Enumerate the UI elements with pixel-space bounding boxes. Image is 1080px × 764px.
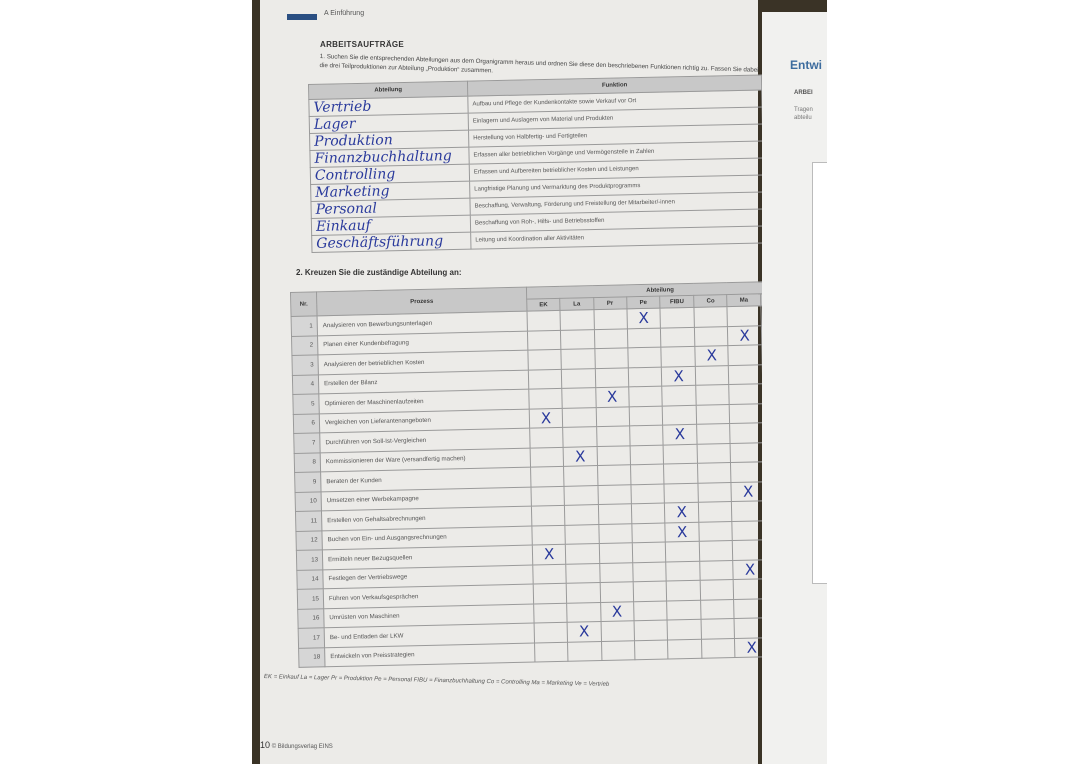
function-table xyxy=(308,74,765,252)
dept-mark-cell xyxy=(666,561,700,581)
dept-header: Co xyxy=(694,295,728,308)
handwritten-x-mark: X xyxy=(627,308,661,328)
dept-mark-cell xyxy=(729,384,763,404)
handwritten-x-mark: X xyxy=(663,424,697,444)
dept-mark-cell xyxy=(564,485,598,505)
dept-mark-cell xyxy=(664,483,698,503)
dept-mark-cell xyxy=(695,326,729,346)
dept-mark-cell xyxy=(531,486,565,506)
row-number: 6 xyxy=(293,413,319,433)
row-number: 13 xyxy=(296,550,322,570)
handwritten-x-mark: X xyxy=(567,622,601,642)
dept-mark-cell xyxy=(594,309,628,329)
dept-mark-cell xyxy=(633,562,667,582)
abteilung-cell: Lager xyxy=(309,113,468,133)
process-cell: Planen einer Kundenbefragung xyxy=(317,331,527,355)
dept-mark-cell xyxy=(534,603,568,623)
dept-header: Ma xyxy=(727,294,761,307)
dept-mark-cell xyxy=(694,307,728,327)
dept-mark-cell xyxy=(700,580,734,600)
dept-mark-cell xyxy=(632,523,666,543)
dept-mark-cell xyxy=(629,425,663,445)
handwritten-x-mark: X xyxy=(728,325,762,345)
dept-mark-cell xyxy=(697,424,731,444)
handwritten-x-mark: X xyxy=(661,366,695,386)
dept-mark-cell xyxy=(567,602,601,622)
dept-mark-cell xyxy=(534,622,568,642)
dept-mark-cell xyxy=(562,407,596,427)
abteilung-cell: Einkauf xyxy=(311,215,470,235)
dept-header: Pe xyxy=(627,296,661,309)
section-marker xyxy=(287,14,317,20)
dept-mark-cell xyxy=(667,600,701,620)
row-number: 1 xyxy=(291,316,317,336)
dept-mark-cell xyxy=(563,427,597,447)
dept-mark-cell xyxy=(595,367,629,387)
row-number: 16 xyxy=(298,608,324,628)
dept-mark-cell xyxy=(600,582,634,602)
prozess-header: Prozess xyxy=(317,287,527,316)
process-cell: Durchführen von Soll-Ist-Vergleichen xyxy=(320,428,530,452)
dept-mark-cell xyxy=(531,505,565,525)
dept-mark-cell xyxy=(702,638,736,658)
dept-mark-cell xyxy=(565,505,599,525)
handwritten-x-mark: X xyxy=(731,481,765,501)
process-cell: Optimieren der Maschinenlaufzeiten xyxy=(319,389,529,413)
abteilung-cell: Vertrieb xyxy=(309,96,468,116)
dept-mark-cell xyxy=(565,524,599,544)
row-number: 3 xyxy=(292,355,318,375)
handwritten-x-mark: X xyxy=(735,637,769,657)
abteilung-cell: Marketing xyxy=(311,181,470,201)
dept-mark-cell xyxy=(594,348,628,368)
dept-mark-cell xyxy=(700,560,734,580)
dept-mark-cell xyxy=(564,466,598,486)
dept-mark-cell xyxy=(598,484,632,504)
dept-mark-cell xyxy=(634,620,668,640)
dept-mark-cell xyxy=(631,503,665,523)
funktion-cell: Leitung und Koordination aller Aktivitäten xyxy=(471,226,765,249)
publisher: © Bildungsverlag EINS xyxy=(271,744,333,750)
dept-mark-cell xyxy=(631,484,665,504)
process-cell: Umrüsten von Maschinen xyxy=(324,604,534,628)
dept-mark-cell xyxy=(665,541,699,561)
task2-heading: 2. Kreuzen Sie die zuständige Abteilung an: xyxy=(296,268,462,277)
assignments-heading: ARBEITSAUFTRÄGE xyxy=(320,40,405,49)
dept-mark-cell xyxy=(627,328,661,348)
dept-mark-cell xyxy=(527,330,561,350)
row-number: 14 xyxy=(297,569,323,589)
funktion-cell: Langfristige Planung und Vermarktung des Produktprogramms xyxy=(470,175,764,198)
handwritten-x-mark: X xyxy=(532,544,566,564)
row-number: 2 xyxy=(291,335,317,355)
dept-mark-cell xyxy=(599,562,633,582)
dept-mark-cell xyxy=(633,601,667,621)
process-cell: Beraten der Kunden xyxy=(321,467,531,491)
dept-mark-cell xyxy=(699,502,733,522)
dept-mark-cell xyxy=(701,599,735,619)
row-number: 4 xyxy=(292,374,318,394)
handwritten-x-mark: X xyxy=(665,502,699,522)
dept-mark-cell xyxy=(566,544,600,564)
dept-mark-cell xyxy=(660,307,694,327)
dept-mark-cell xyxy=(530,427,564,447)
dept-mark-cell xyxy=(530,447,564,467)
row-number: 5 xyxy=(293,394,319,414)
dept-mark-cell xyxy=(730,442,764,462)
dept-mark-cell xyxy=(662,385,696,405)
dept-mark-cell xyxy=(696,404,730,424)
handwritten-x-mark: X xyxy=(733,559,767,579)
dept-mark-cell xyxy=(695,365,729,385)
abteilung-cell: Geschäftsführung xyxy=(312,232,471,252)
row-number: 18 xyxy=(299,647,325,667)
dept-mark-cell xyxy=(730,403,764,423)
dept-mark-cell xyxy=(562,388,596,408)
process-cell: Erstellen der Bilanz xyxy=(318,370,528,394)
dept-mark-cell xyxy=(601,640,635,660)
process-cell: Be- und Entladen der LKW xyxy=(324,623,534,647)
handwritten-x-mark: X xyxy=(563,446,597,466)
handwritten-x-mark: X xyxy=(665,522,699,542)
dept-mark-cell xyxy=(663,444,697,464)
dept-mark-cell xyxy=(601,621,635,641)
dept-mark-cell xyxy=(661,346,695,366)
dept-mark-cell xyxy=(628,347,662,367)
facing-page xyxy=(762,12,827,764)
row-number: 17 xyxy=(298,628,324,648)
dept-mark-cell xyxy=(666,580,700,600)
nr-header: Nr. xyxy=(291,292,318,317)
dept-mark-cell xyxy=(561,349,595,369)
abteilung-group-header: Abteilung xyxy=(526,281,793,299)
facing-page-heading: ARBEI xyxy=(794,90,813,96)
dept-mark-cell xyxy=(696,385,730,405)
dept-mark-cell xyxy=(594,328,628,348)
dept-header: Pr xyxy=(593,297,627,310)
dept-mark-cell xyxy=(596,406,630,426)
facing-page-text: Tragen abteilu xyxy=(794,107,813,121)
dept-header: FIBU xyxy=(660,295,694,308)
dept-mark-cell xyxy=(628,367,662,387)
dept-mark-cell xyxy=(662,405,696,425)
row-number: 7 xyxy=(294,433,320,453)
funktion-header: Funktion xyxy=(467,75,761,96)
dept-mark-cell xyxy=(599,543,633,563)
dept-mark-cell xyxy=(562,368,596,388)
handwritten-x-mark: X xyxy=(529,408,563,428)
dept-mark-cell xyxy=(560,310,594,330)
page-footer xyxy=(260,740,333,750)
process-cell: Buchen von Ein- und Ausgangsrechnungen xyxy=(322,526,532,550)
book-page xyxy=(260,0,758,764)
row-number: 11 xyxy=(295,511,321,531)
dept-header: EK xyxy=(527,298,561,311)
dept-mark-cell xyxy=(729,364,763,384)
row-number: 10 xyxy=(295,491,321,511)
handwritten-x-mark: X xyxy=(695,346,729,366)
dept-mark-cell xyxy=(533,583,567,603)
handwritten-x-mark: X xyxy=(595,387,629,407)
dept-mark-cell xyxy=(598,504,632,524)
row-number: 12 xyxy=(296,530,322,550)
dept-mark-cell xyxy=(728,345,762,365)
dept-mark-cell xyxy=(698,463,732,483)
abteilung-header: Abteilung xyxy=(309,81,468,99)
dept-mark-cell xyxy=(629,386,663,406)
dept-mark-cell xyxy=(561,329,595,349)
row-number: 15 xyxy=(297,589,323,609)
dept-mark-cell xyxy=(568,641,602,661)
process-cell: Erstellen von Gehaltsabrechnungen xyxy=(321,506,531,530)
funktion-cell: Erfassen und Aufbereiten betrieblicher Kosten und Leistungen xyxy=(469,158,763,181)
process-cell: Kommissionieren der Ware (versandfertig machen) xyxy=(320,448,530,472)
process-cell: Festlegen der Vertriebswege xyxy=(323,565,533,589)
dept-mark-cell xyxy=(597,465,631,485)
funktion-cell: Beschaffung von Roh-, Hilfs- und Betriebsstoffen xyxy=(470,209,764,232)
dept-mark-cell xyxy=(566,583,600,603)
dept-mark-cell xyxy=(528,369,562,389)
row-number: 9 xyxy=(295,472,321,492)
process-cell: Führen von Verkaufsgesprächen xyxy=(323,584,533,608)
dept-mark-cell xyxy=(566,563,600,583)
abteilung-cell: Produktion xyxy=(310,130,469,150)
process-cell: Analysieren der betrieblichen Kosten xyxy=(318,350,528,374)
funktion-cell: Aufbau und Pflege der Kundenkontakte sowie Verkauf vor Ort xyxy=(468,90,762,113)
dept-mark-cell xyxy=(527,310,561,330)
process-cell: Umsetzen einer Werbekampagne xyxy=(321,487,531,511)
dept-mark-cell xyxy=(633,581,667,601)
dept-mark-cell xyxy=(732,501,766,521)
abteilung-cell: Controlling xyxy=(310,164,469,184)
dept-mark-cell xyxy=(661,327,695,347)
photo-background xyxy=(252,0,827,764)
dept-mark-cell xyxy=(533,564,567,584)
process-table xyxy=(290,281,802,668)
dept-mark-cell xyxy=(597,445,631,465)
dept-mark-cell xyxy=(528,349,562,369)
dept-mark-cell xyxy=(664,463,698,483)
dept-mark-cell xyxy=(629,406,663,426)
dept-mark-cell xyxy=(531,466,565,486)
abteilung-cell: Personal xyxy=(311,198,470,218)
page-number: 10 xyxy=(260,740,271,750)
abbreviation-legend: EK = Einkauf La = Lager Pr = Produktion Pe = Personal FIBU = Finanzbuchhaltung Co = Controlling Ma = Marketing Ve = Vertrieb xyxy=(263,674,610,688)
dept-mark-cell xyxy=(699,521,733,541)
dept-mark-cell xyxy=(730,423,764,443)
dept-mark-cell xyxy=(697,443,731,463)
dept-mark-cell xyxy=(732,520,766,540)
process-cell: Ermitteln neuer Bezugsquellen xyxy=(322,545,532,569)
dept-mark-cell xyxy=(701,619,735,639)
section-title: A Einführung xyxy=(324,10,365,17)
facing-page-title: Entwi xyxy=(790,58,822,72)
dept-mark-cell xyxy=(667,619,701,639)
dept-mark-cell xyxy=(632,542,666,562)
funktion-cell: Einlagern und Auslagern von Material und Produkten xyxy=(468,107,762,130)
dept-mark-cell xyxy=(529,388,563,408)
dept-header: La xyxy=(560,298,594,311)
dept-mark-cell xyxy=(535,642,569,662)
facing-page-box xyxy=(812,162,827,584)
dept-mark-cell xyxy=(634,640,668,660)
dept-mark-cell xyxy=(596,426,630,446)
process-cell: Vergleichen von Lieferantenangeboten xyxy=(319,409,529,433)
dept-mark-cell xyxy=(630,445,664,465)
dept-mark-cell xyxy=(698,482,732,502)
process-cell: Analysieren von Bewerbungsunterlagen xyxy=(317,311,527,335)
handwritten-x-mark: X xyxy=(600,601,634,621)
dept-mark-cell xyxy=(630,464,664,484)
dept-mark-cell xyxy=(731,462,765,482)
dept-mark-cell xyxy=(532,525,566,545)
task1-instruction: 1. Suchen Sie die entsprechenden Abteilungen aus dem Organigramm heraus und ordnen Sie diese den beschriebenen Funktionen richtig zu. Fassen Sie dabei die drei Teilproduktionen zur Abteilung „Produktion“ zusammen. xyxy=(319,52,759,75)
funktion-cell: Erfassen aller betrieblichen Vorgänge und Vermögensteile in Zahlen xyxy=(469,141,763,164)
funktion-cell: Beschaffung, Verwaltung, Förderung und Freistellung der Mitarbeiter/-innen xyxy=(470,192,764,215)
abteilung-cell: Finanzbuchhaltung xyxy=(310,147,469,167)
process-cell: Entwickeln von Preisstrategien xyxy=(325,643,535,667)
dept-mark-cell xyxy=(598,523,632,543)
dept-mark-cell xyxy=(668,639,702,659)
dept-mark-cell xyxy=(699,541,733,561)
dept-mark-cell xyxy=(727,306,761,326)
funktion-cell: Herstellung von Halbfertig- und Fertigteilen xyxy=(469,124,763,147)
row-number: 8 xyxy=(294,452,320,472)
